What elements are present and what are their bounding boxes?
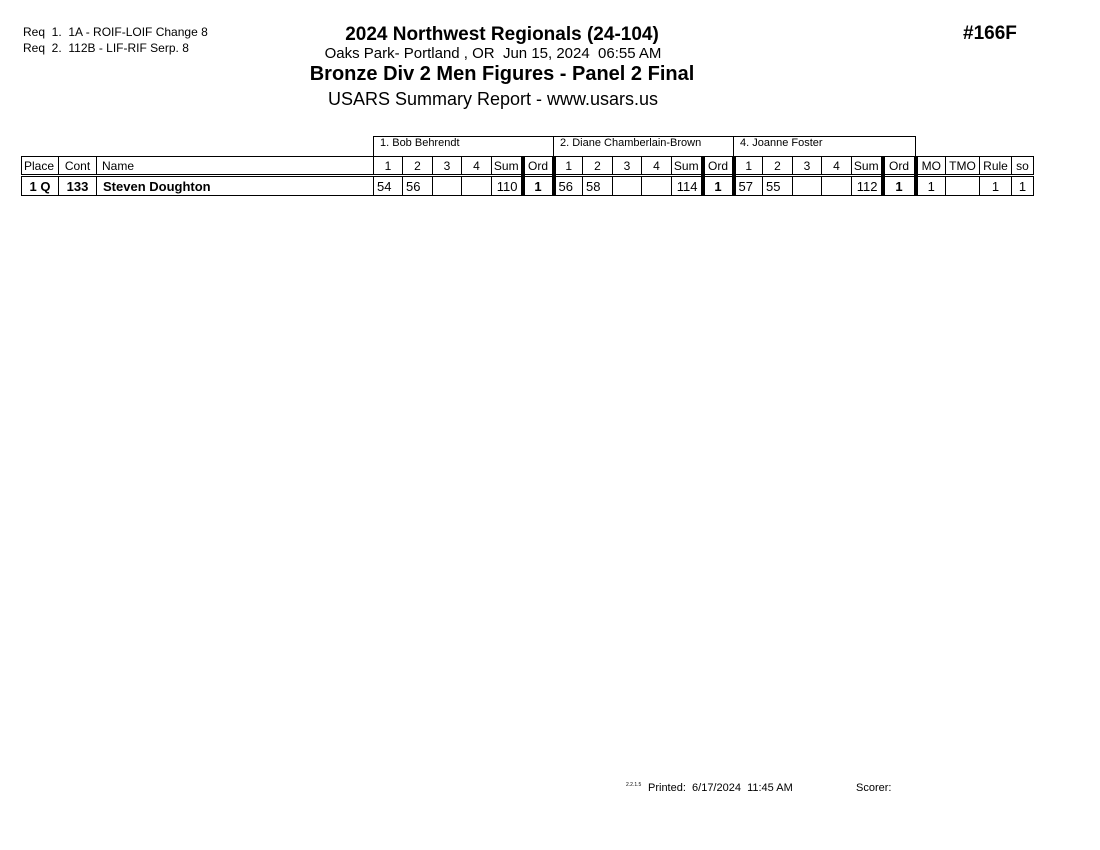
req-text: 1A - ROIF-LOIF Change 8: [68, 25, 208, 39]
results-table: [21, 136, 1034, 196]
col-mo: MO: [916, 157, 946, 176]
scorer-label: Scorer:: [856, 782, 892, 794]
j2-col-2: 2: [583, 157, 613, 176]
judge-2-name: 2. Diane Chamberlain-Brown: [554, 137, 734, 157]
j2-col-3: 3: [613, 157, 642, 176]
j2-sum: 114: [672, 176, 703, 196]
j2-col-4: 4: [642, 157, 672, 176]
j1-score-3: [433, 176, 462, 196]
j3-score-2: 55: [763, 176, 793, 196]
j3-ord: 1: [883, 176, 916, 196]
col-tmo: TMO: [946, 157, 980, 176]
j1-col-1: 1: [374, 157, 403, 176]
j3-col-2: 2: [763, 157, 793, 176]
judge-3-name: 4. Joanne Foster: [734, 137, 916, 157]
req-text: 112B - LIF-RIF Serp. 8: [68, 41, 189, 55]
j1-score-2: 56: [403, 176, 433, 196]
tmo-cell: [946, 176, 980, 196]
j3-col-1: 1: [734, 157, 763, 176]
j1-sum: 110: [492, 176, 523, 196]
event-title: 2024 Northwest Regionals (24-104): [345, 24, 659, 45]
spacer: [22, 137, 374, 157]
j2-col-ord: Ord: [703, 157, 734, 176]
j3-col-4: 4: [822, 157, 852, 176]
j3-score-1: 57: [734, 176, 763, 196]
col-place: Place: [22, 157, 59, 176]
mo-cell: 1: [916, 176, 946, 196]
j3-col-3: 3: [793, 157, 822, 176]
judge-1-name: 1. Bob Behrendt: [374, 137, 554, 157]
judge-header-row: [22, 137, 1034, 157]
event-code: #166F: [963, 23, 1017, 44]
column-header-row: [22, 157, 1034, 176]
col-name: Name: [97, 157, 374, 176]
place-cell: 1 Q: [22, 176, 59, 196]
rule-cell: 1: [980, 176, 1012, 196]
j2-col-1: 1: [554, 157, 583, 176]
j1-col-sum: Sum: [492, 157, 523, 176]
j3-col-ord: Ord: [883, 157, 916, 176]
req-label: Req 1.: [23, 25, 62, 39]
j1-col-ord: Ord: [523, 157, 554, 176]
venue-date: Oaks Park- Portland , OR Jun 15, 2024 06:55 AM: [324, 45, 662, 62]
req-label: Req 2.: [23, 41, 62, 55]
j3-col-sum: Sum: [852, 157, 883, 176]
j1-col-4: 4: [462, 157, 492, 176]
printed-timestamp: Printed: 6/17/2024 11:45 AM: [648, 782, 793, 794]
j3-score-4: [822, 176, 852, 196]
j3-score-3: [793, 176, 822, 196]
col-cont: Cont: [59, 157, 97, 176]
j3-sum: 112: [852, 176, 883, 196]
col-rule: Rule: [980, 157, 1012, 176]
division-title: Bronze Div 2 Men Figures - Panel 2 Final: [309, 63, 695, 85]
j1-col-2: 2: [403, 157, 433, 176]
col-so: so: [1012, 157, 1034, 176]
j2-score-1: 56: [554, 176, 583, 196]
spacer: [916, 137, 1034, 157]
j2-score-4: [642, 176, 672, 196]
skater-name: Steven Doughton: [97, 176, 374, 196]
so-cell: 1: [1012, 176, 1034, 196]
j2-score-2: 58: [583, 176, 613, 196]
version-text: 2.2.1.5: [626, 782, 642, 788]
report-subtitle: USARS Summary Report - www.usars.us: [327, 89, 659, 109]
j1-ord: 1: [523, 176, 554, 196]
table-row: [22, 176, 1034, 196]
j1-score-1: 54: [374, 176, 403, 196]
j2-score-3: [613, 176, 642, 196]
j1-col-3: 3: [433, 157, 462, 176]
j1-score-4: [462, 176, 492, 196]
j2-col-sum: Sum: [672, 157, 703, 176]
j2-ord: 1: [703, 176, 734, 196]
cont-cell: 133: [59, 176, 97, 196]
